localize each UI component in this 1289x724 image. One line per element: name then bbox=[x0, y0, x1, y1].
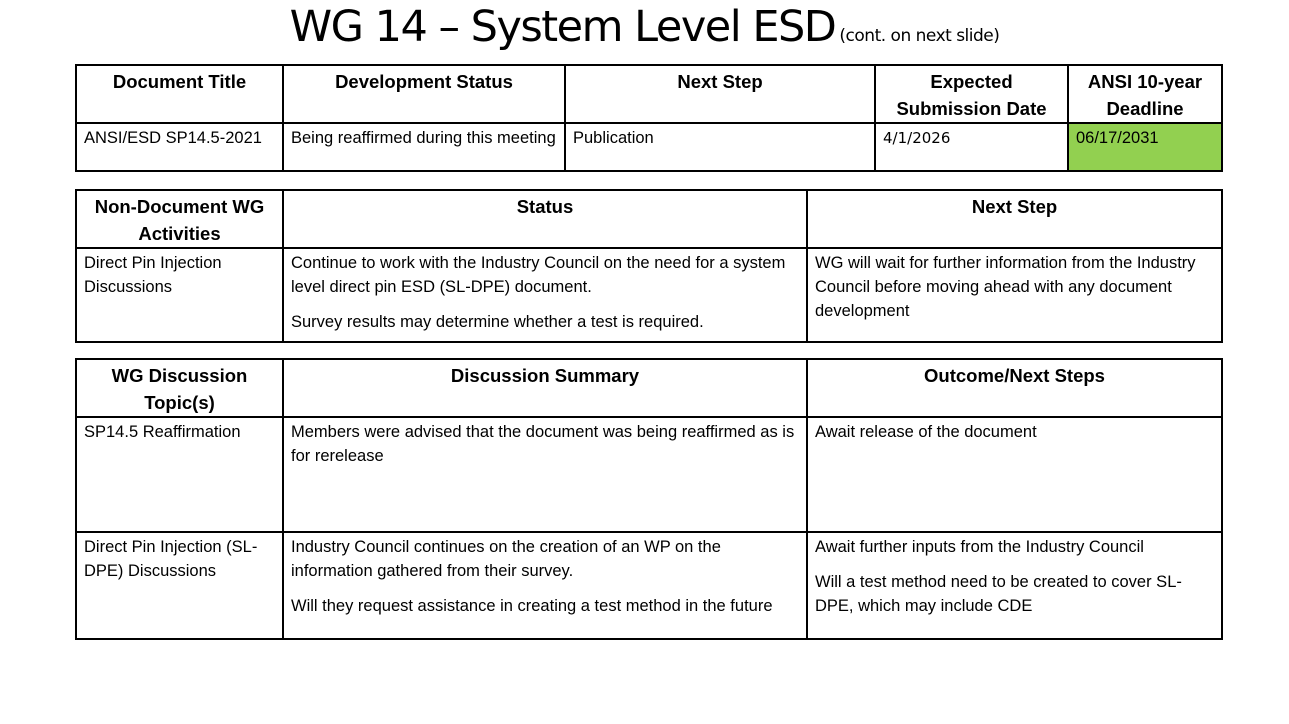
status-paragraph: Survey results may determine whether a test is required. bbox=[291, 313, 704, 331]
table-row bbox=[76, 532, 1222, 639]
outcome-cell bbox=[807, 532, 1222, 639]
outcome-paragraph: Await further inputs from the Industry Council bbox=[815, 538, 1144, 556]
status-cell bbox=[283, 248, 807, 342]
table-header-row bbox=[76, 359, 1222, 417]
document-title-cell: ANSI/ESD SP14.5-2021 bbox=[76, 123, 283, 171]
summary-paragraph: Members were advised that the document was being reaffirmed as is for rerelease bbox=[291, 423, 795, 465]
non-document-activities-table bbox=[75, 189, 1223, 343]
column-header: Document Title bbox=[76, 65, 283, 123]
column-header: ANSI 10-year Deadline bbox=[1068, 65, 1222, 123]
column-header: Next Step bbox=[807, 190, 1222, 248]
column-header: Development Status bbox=[283, 65, 565, 123]
column-header: Outcome/Next Steps bbox=[807, 359, 1222, 417]
slide-title: WG 14 – System Level ESD bbox=[289, 2, 836, 52]
deadline-cell: 06/17/2031 bbox=[1068, 123, 1222, 171]
column-header: Discussion Summary bbox=[283, 359, 807, 417]
status-paragraph: Continue to work with the Industry Council on the need for a system level direct pin ESD (SL-DPE) document. bbox=[291, 254, 786, 296]
column-header: Expected Submission Date bbox=[875, 65, 1068, 123]
documents-table bbox=[75, 64, 1223, 172]
outcome-cell bbox=[807, 417, 1222, 532]
next-step-cell: Publication bbox=[565, 123, 875, 171]
discussion-table bbox=[75, 358, 1223, 640]
topic-cell: SP14.5 Reaffirmation bbox=[76, 417, 283, 532]
table-row bbox=[76, 248, 1222, 342]
topic-cell: Direct Pin Injection (SL-DPE) Discussions bbox=[76, 532, 283, 639]
table-header-row bbox=[76, 190, 1222, 248]
column-header: WG Discussion Topic(s) bbox=[76, 359, 283, 417]
summary-paragraph: Will they request assistance in creating a test method in the future bbox=[291, 597, 773, 615]
outcome-paragraph: Await release of the document bbox=[815, 423, 1037, 441]
column-header: Status bbox=[283, 190, 807, 248]
slide-subtitle: (cont. on next slide) bbox=[839, 26, 1000, 46]
development-status-cell: Being reaffirmed during this meeting bbox=[283, 123, 565, 171]
column-header: Non-Document WG Activities bbox=[76, 190, 283, 248]
summary-cell bbox=[283, 417, 807, 532]
outcome-paragraph: Will a test method need to be created to cover SL-DPE, which may include CDE bbox=[815, 573, 1182, 615]
next-step-cell: WG will wait for further information from the Industry Council before moving ahead with any document development bbox=[807, 248, 1222, 342]
submission-date-cell: 4/1/2026 bbox=[875, 123, 1068, 171]
table-row bbox=[76, 417, 1222, 532]
table-row bbox=[76, 123, 1222, 171]
summary-paragraph: Industry Council continues on the creation of an WP on the information gathered from their survey. bbox=[291, 538, 721, 580]
slide-title-block bbox=[0, 2, 1289, 52]
activity-cell: Direct Pin Injection Discussions bbox=[76, 248, 283, 342]
column-header: Next Step bbox=[565, 65, 875, 123]
table-header-row bbox=[76, 65, 1222, 123]
summary-cell bbox=[283, 532, 807, 639]
